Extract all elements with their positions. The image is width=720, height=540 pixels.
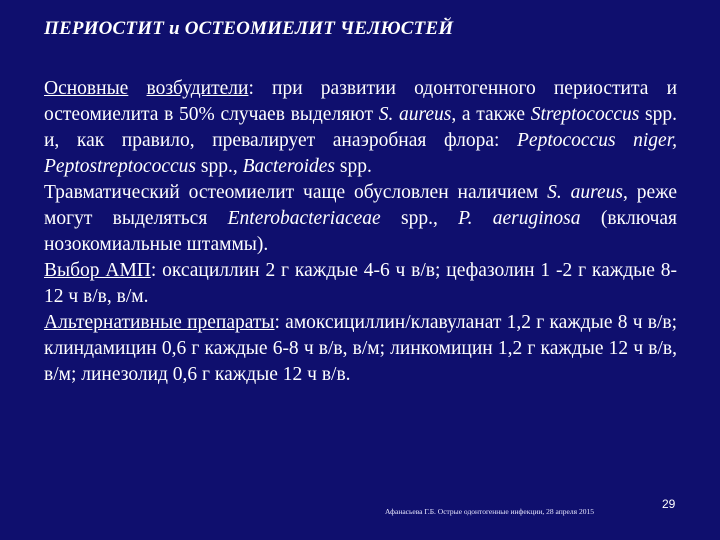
pathogens-text-4: spp., [195, 156, 243, 177]
traumatic-text-2: , реже могут выделяться [44, 182, 678, 229]
organism-bacteroides: Bacteroides [242, 156, 335, 177]
antibiotic-choice-text: : оксациллин 2 г каждые 4-6 ч в/в; цефазолин 1 -2 г каждые 8-12 ч в/в, в/м. [44, 260, 677, 307]
organism-enterobacteriaceae: Enterobacteriaceae [227, 208, 381, 229]
page-number: 29 [662, 497, 676, 511]
traumatic-text-4: (включая нозокомиальные штаммы). [44, 208, 677, 255]
pathogens-label-2: возбудители [146, 78, 249, 99]
traumatic-text-1: Травматический остеомиелит чаще обусловлен наличием [44, 182, 548, 203]
alternatives-label: Альтернативные препараты [44, 312, 275, 333]
pathogens-label-gap [128, 78, 146, 99]
organism-peptococcus: Peptococcus niger, Peptostreptococcus [44, 130, 678, 177]
paragraph-alternatives [44, 310, 677, 388]
alternatives-text: : амоксициллин/клавуланат 1,2 г каждые 8 ч в/в; клиндамицин 0,6 г каждые 6-8 ч в/в, в/м; линкомицин 1,2 г каждые 12 ч в/в, в/м; линезолид 0,6 г каждые 12 ч в/в. [44, 312, 677, 385]
pathogens-text-2: , а также [451, 104, 531, 125]
paragraph-antibiotic-choice [44, 258, 677, 310]
traumatic-text-3: spp., [380, 208, 459, 229]
organism-s-aureus-2: S. aureus [547, 182, 623, 203]
slide-title: ПЕРИОСТИТ и ОСТЕОМИЕЛИТ ЧЕЛЮСТЕЙ [44, 18, 454, 39]
paragraph-traumatic [44, 180, 677, 258]
footer-citation: Афанасьева Г.Б. Острые одонтогенные инфекции, 28 апреля 2015 [385, 507, 594, 516]
slide-body [44, 76, 677, 388]
pathogens-text-5: spp. [335, 156, 372, 177]
organism-s-aureus: S. aureus [378, 104, 452, 125]
organism-streptococcus: Streptococcus [530, 104, 640, 125]
antibiotic-choice-label: Выбор АМП [44, 260, 151, 281]
pathogens-text-3: spp. и, как правило, превалирует анаэробная флора: [44, 104, 678, 151]
pathogens-text-1: : при развитии одонтогенного периостита и остеомиелита в 50% случаев выделяют [44, 78, 678, 125]
organism-p-aeruginosa: P. aeruginosa [458, 208, 581, 229]
pathogens-label-1: Основные [44, 78, 129, 99]
paragraph-pathogens [44, 76, 677, 180]
